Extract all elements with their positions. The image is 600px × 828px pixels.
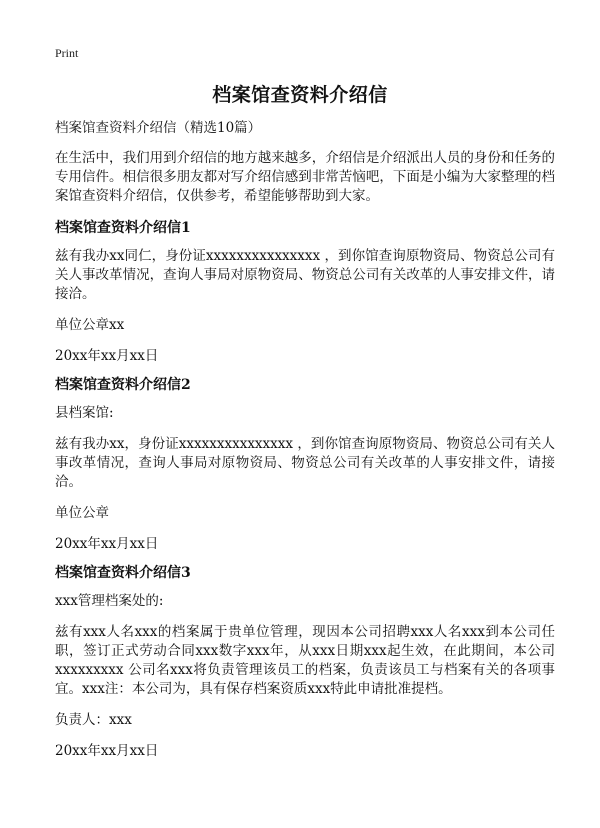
document-subtitle: 档案馆查资料介绍信（精选10篇） bbox=[55, 120, 262, 136]
section-2-date: 20xx年xx月xx日 bbox=[55, 536, 159, 552]
page-title: 档案馆查资料介绍信 bbox=[212, 84, 388, 106]
section-heading-2: 档案馆查资料介绍信2 bbox=[55, 377, 191, 393]
section-3-date: 20xx年xx月xx日 bbox=[55, 743, 159, 759]
section-1-body: 兹有我办xx同仁，身份证xxxxxxxxxxxxxxx ，到你馆查询原物资局、物资总公司有关人事改革情况，查询人事局对原物资局、物资总公司有关改革的人事安排文件，请接洽。 bbox=[55, 248, 555, 302]
section-2-stamp: 单位公章 bbox=[55, 505, 109, 521]
section-3-salutation: xxx管理档案处的: bbox=[55, 593, 164, 609]
section-1-stamp: 单位公章xx bbox=[55, 317, 125, 333]
section-2-body: 兹有我办xx，身份证xxxxxxxxxxxxxxx ，到你馆查询原物资局、物资总公司有关人事改革情况，查询人事局对原物资局、物资总公司有关改革的人事安排文件，请接洽。 bbox=[55, 436, 555, 490]
section-heading-1: 档案馆查资料介绍信1 bbox=[55, 220, 191, 236]
section-3-signer: 负责人：xxx bbox=[55, 712, 132, 728]
document-body bbox=[55, 119, 555, 773]
intro-paragraph: 在生活中，我们用到介绍信的地方越来越多，介绍信是介绍派出人员的身份和任务的专用信件。相信很多朋友都对写介绍信感到非常苦恼吧，下面是小编为大家整理的档案馆查资料介绍信，仅供参考，希望能够帮助到大家。 bbox=[55, 150, 555, 204]
section-2-salutation: 县档案馆: bbox=[55, 405, 114, 421]
print-link[interactable]: Print bbox=[55, 46, 79, 60]
section-3-body: 兹有xxx人名xxx的档案属于贵单位管理，现因本公司招聘xxx人名xxx到本公司任职，签订正式劳动合同xxx数字xxx年，从xxx日期xxx起生效，在此期间，本公司xxxxxxxxx 公司名xxx将负责管理该员工的档案，负责该员工与档案有关的各项事宜。xxx注：本公司为，具有保存档案资质xxx特此申请批准提档。 bbox=[55, 624, 555, 697]
section-1-date: 20xx年xx月xx日 bbox=[55, 348, 159, 364]
section-heading-3: 档案馆查资料介绍信3 bbox=[55, 565, 191, 581]
